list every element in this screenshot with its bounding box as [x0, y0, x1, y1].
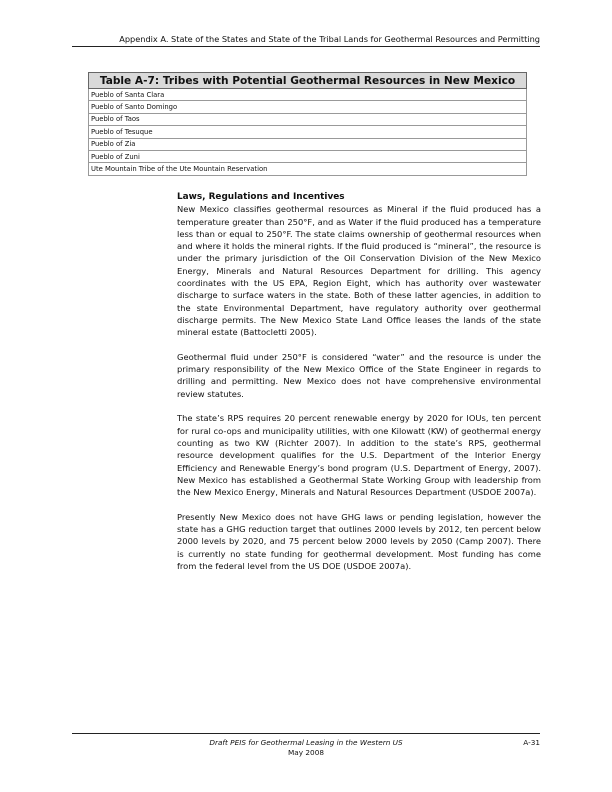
table-cell: Pueblo of Santo Domingo — [89, 101, 527, 113]
paragraph: Presently New Mexico does not have GHG laws or pending legislation, however the state has a GHG reduction target that outlines 2000 levels by 2012, ten percent below 2000 levels by 2020, and 75 percent below 2000 levels by 2050 (Camp 2007). There is currently no state funding for geothermal development. Most funding has come from the federal level from the US DOE (USDOE 2007a). — [177, 511, 541, 571]
paragraph: Geothermal fluid under 250°F is considered “water” and the resource is under the primary responsibility of the New Mexico Office of the State Engineer in regards to drilling and permitting. New Mexico does not have comprehensive environmental review statutes. — [177, 351, 541, 399]
paragraph: New Mexico classifies geothermal resources as Mineral if the fluid produced has a temperature greater than 250°F, and as Water if the fluid produced has a temperature less than or equal to 250°F. The state claims ownership of geothermal resources when and where it holds the mineral rights. If the fluid produced is “mineral”, the resource is under the primary jurisdiction of the Oil Conservation Division of the New Mexico Energy, Minerals and Natural Resources Department for drilling. This agency coordinates with the US EPA, Region Eight, which has authority over wastewater discharge to surface waters in the state. Both of these latter agencies, in addition to the state Environmental Department, have regulatory authority over geothermal discharge permits. The New Mexico State Land Office leases the lands of the state mineral estate (Battocletti 2005). — [177, 204, 541, 338]
table-cell: Pueblo of Tesuque — [89, 126, 527, 138]
table-cell: Pueblo of Zia — [89, 138, 527, 150]
section-body — [177, 191, 541, 585]
section-heading: Laws, Regulations and Incentives — [177, 192, 345, 202]
table-row — [89, 101, 527, 113]
table-row — [89, 126, 527, 138]
table-cell: Pueblo of Zuni — [89, 150, 527, 162]
tribes-table — [88, 72, 527, 176]
header-divider — [72, 46, 540, 47]
footer-date: May 2008 — [288, 748, 324, 757]
table-row — [89, 113, 527, 125]
table-cell: Ute Mountain Tribe of the Ute Mountain Reservation — [89, 163, 527, 175]
table-row — [89, 163, 527, 175]
paragraph: The state’s RPS requires 20 percent renewable energy by 2020 for IOUs, ten percent for rural co-ops and municipality utilities, with one Kilowatt (KW) of geothermal energy counting as two KW (Richter 2007). In addition to the state’s RPS, geothermal resource development qualifies for the U.S. Department of the Interior Energy Efficiency and Renewable Energy’s bond program (U.S. Department of Energy, 2007). New Mexico has established a Geothermal State Working Group with leadership from the New Mexico Energy, Minerals and Natural Resources Department (USDOE 2007a). — [177, 413, 541, 498]
table-row — [89, 150, 527, 162]
footer-divider — [72, 733, 540, 734]
table-row — [89, 89, 527, 101]
table-cell: Pueblo of Taos — [89, 113, 527, 125]
table-caption: Table A-7: Tribes with Potential Geothermal Resources in New Mexico — [89, 73, 527, 89]
running-header: Appendix A. State of the States and State of the Tribal Lands for Geothermal Resources and Permitting — [119, 34, 540, 44]
page-number: A-31 — [523, 738, 540, 747]
table-row — [89, 138, 527, 150]
footer-document-title: Draft PEIS for Geothermal Leasing in the Western US — [209, 738, 403, 747]
table-cell: Pueblo of Santa Clara — [89, 89, 527, 101]
